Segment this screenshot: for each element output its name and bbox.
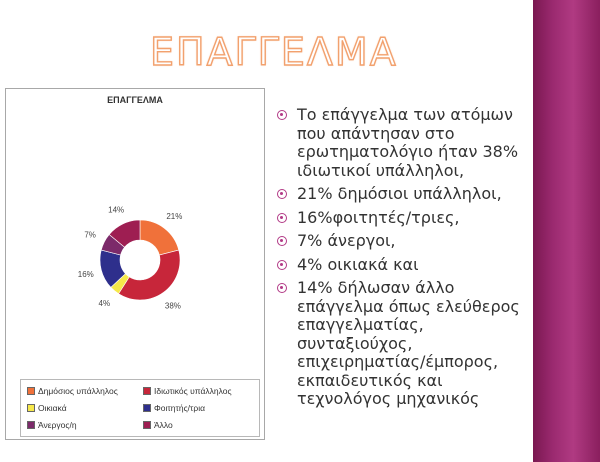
bullet-icon bbox=[277, 189, 287, 199]
legend-swatch-icon bbox=[143, 404, 151, 412]
legend-item bbox=[27, 386, 118, 396]
bullet-text: 4% οικιακά και bbox=[297, 254, 419, 274]
legend-swatch-icon bbox=[27, 404, 35, 412]
bullet-icon bbox=[277, 110, 287, 120]
bullet-item bbox=[275, 256, 533, 275]
decorative-side-bar bbox=[533, 0, 600, 462]
bullet-item bbox=[275, 279, 533, 409]
donut-chart bbox=[6, 89, 264, 379]
bullet-icon bbox=[277, 236, 287, 246]
slice-label: 16% bbox=[77, 269, 94, 279]
legend-item bbox=[143, 420, 173, 430]
bullet-icon bbox=[277, 283, 287, 293]
legend-swatch-icon bbox=[27, 421, 35, 429]
chart-title: ΕΠΑΓΓΕΛΜΑ bbox=[107, 95, 163, 105]
legend-label: Άνεργος/η bbox=[38, 420, 77, 430]
legend-swatch-icon bbox=[143, 387, 151, 395]
bullet-item bbox=[275, 232, 533, 251]
legend-label: Οικιακά bbox=[38, 403, 67, 413]
legend-item bbox=[27, 420, 77, 430]
slice-label: 38% bbox=[164, 301, 181, 311]
legend-item bbox=[27, 403, 67, 413]
donut-slice-2 bbox=[119, 250, 180, 300]
bullet-icon bbox=[277, 260, 287, 270]
chart-frame bbox=[5, 88, 265, 440]
legend-swatch-icon bbox=[27, 387, 35, 395]
slice-label: 21% bbox=[166, 211, 183, 221]
legend-item bbox=[143, 386, 232, 396]
bullet-item bbox=[275, 209, 533, 228]
bullet-text: 21% δημόσιοι υπάλληλοι, bbox=[297, 184, 502, 203]
donut-slice-1 bbox=[140, 220, 179, 255]
bullet-text: 7% άνεργοι, bbox=[297, 231, 396, 250]
bullet-item bbox=[275, 106, 533, 180]
chart-legend bbox=[20, 379, 260, 437]
legend-label: Άλλο bbox=[154, 420, 173, 430]
legend-swatch-icon bbox=[143, 421, 151, 429]
bullet-list bbox=[275, 106, 533, 414]
slice-label: 4% bbox=[98, 299, 111, 309]
legend-label: Ιδιωτικός υπάλληλος bbox=[154, 386, 232, 396]
bullet-text: 14% δήλωσαν άλλο επάγγελμα όπως ελεύθερος επαγγελματίας, συνταξιούχος, επιχειρηματίας/έμπορος, εκπαιδευτικός και τεχνολόγος μηχανικός bbox=[297, 278, 520, 408]
bullet-text: Το επάγγελμα των ατόμων που απάντησαν στο ερωτηματολόγιο ήταν 38% ιδιωτικοί υπάλληλοι, bbox=[297, 105, 519, 180]
legend-label: Δημόσιος υπάλληλος bbox=[38, 386, 118, 396]
legend-item bbox=[143, 403, 205, 413]
bullet-item bbox=[275, 185, 533, 204]
slice-label: 14% bbox=[108, 205, 125, 215]
bullet-text: 16%φοιτητές/τριες, bbox=[297, 207, 460, 227]
bullet-icon bbox=[277, 213, 287, 223]
slide-title: ΕΠΑΓΓΕΛΜΑ bbox=[150, 30, 398, 74]
slice-label: 7% bbox=[84, 230, 96, 240]
legend-label: Φοιτητής/τρια bbox=[154, 403, 206, 413]
